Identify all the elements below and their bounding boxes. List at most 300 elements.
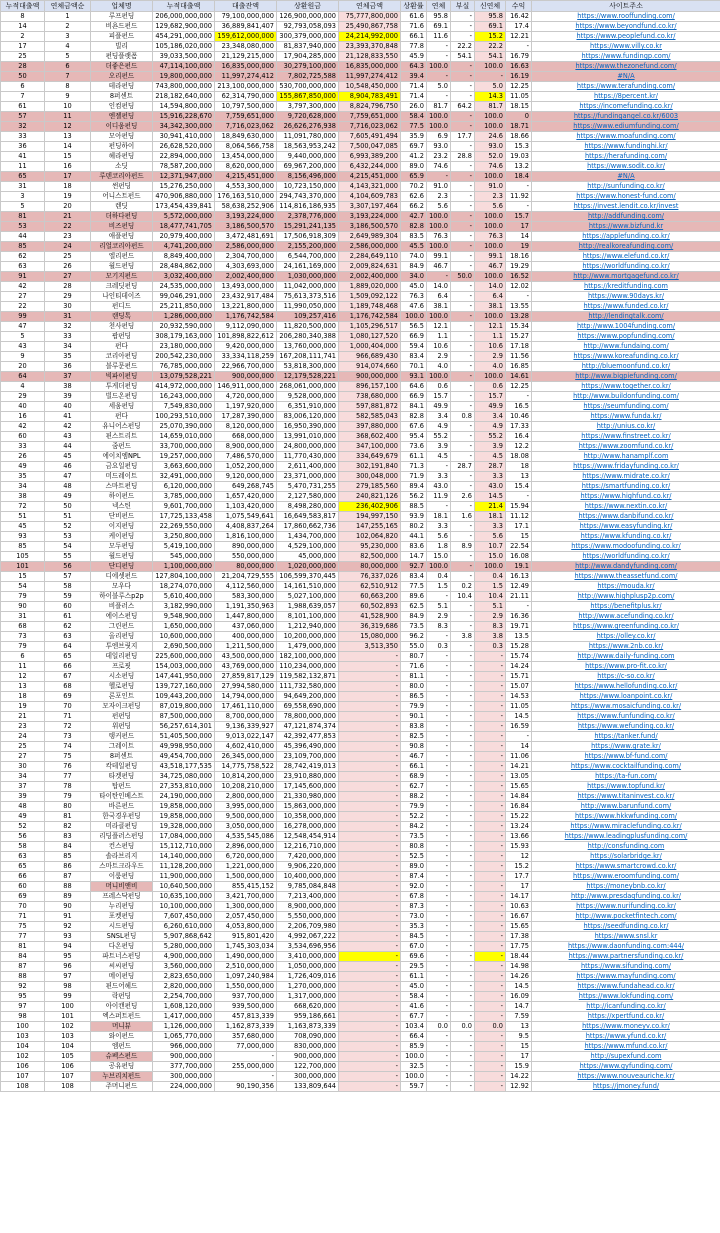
cell-site-url[interactable]: https://jmoney.fund/ (532, 1082, 720, 1092)
cell-site-url[interactable]: https://www.loanpoint.co.kr/ (532, 692, 720, 702)
table-row (1, 632, 720, 642)
cell-cumulative-loan: 3,663,600,000 (153, 462, 215, 472)
cell-repaid-principal: 28,742,419,013 (277, 762, 339, 772)
cell-repay-rate: 90.8 (401, 742, 427, 752)
cell-site-url[interactable]: https://www.fundahead.co.kr/ (532, 982, 720, 992)
cell-repaid-principal: 1,050,000,000 (277, 962, 339, 972)
cell-default-rate: - (451, 352, 475, 362)
cell-repaid-principal: 2,127,580,000 (277, 492, 339, 502)
cell-overdue-amount: - (339, 882, 401, 892)
header-overdue[interactable]: 연체 (427, 1, 451, 12)
cell-overdue-amount: 240,821,126 (339, 492, 401, 502)
table-row (1, 1012, 720, 1022)
cell-company-name: 펀디드 (91, 302, 153, 312)
cell-overdue-amount: 1,889,020,000 (339, 282, 401, 292)
cell-overdue-amount: 2,649,989,304 (339, 232, 401, 242)
cell-company-name: SNSL펀딩 (91, 932, 153, 942)
cell-overdue-rate: 15.0 (427, 552, 451, 562)
cell-site-url[interactable]: https://www.funda.kr/ (532, 412, 720, 422)
cell-site-url[interactable]: https://www.fridayfunding.co.kr/ (532, 462, 720, 472)
cell-default-rate: - (451, 222, 475, 232)
cell-new-overdue-rate: 76.3 (475, 232, 506, 242)
table-row (1, 352, 720, 362)
cell-cumulative-rank: 5 (1, 202, 45, 212)
cell-overdue-rate: - (427, 982, 451, 992)
cell-cumulative-rank: 98 (1, 1012, 45, 1022)
cell-new-overdue-rate: 95.8 (475, 12, 506, 22)
cell-repaid-principal: 1,030,000,000 (277, 272, 339, 282)
cell-cumulative-loan: 743,800,000,000 (153, 82, 215, 92)
cell-return-rate: 14.7 (506, 1002, 532, 1012)
cell-return-rate: 16.36 (506, 612, 532, 622)
cell-loan-balance: 159,612,000,000 (215, 32, 277, 42)
cell-site-url[interactable]: https://www.together.co.kr/ (532, 382, 720, 392)
cell-site-url[interactable]: https://fundingangel.co.kr/6003 (532, 112, 720, 122)
cell-site-url[interactable]: http://www.dandyfunding.com/ (532, 562, 720, 572)
cell-cumulative-loan: 34,725,080,000 (153, 772, 215, 782)
cell-overdue-rate: - (427, 1012, 451, 1022)
cell-default-rate: - (451, 452, 475, 462)
cell-repaid-principal: 110,234,000,000 (277, 662, 339, 672)
cell-overdue-rank: 97 (45, 972, 91, 982)
cell-site-url[interactable]: https://benefitplus.kr/ (532, 602, 720, 612)
cell-site-url[interactable]: https://www.funded.co.kr/ (532, 302, 720, 312)
cell-site-url[interactable]: https://www.modoofunding.co.kr/ (532, 542, 720, 552)
cell-overdue-rate: 99.1 (427, 252, 451, 262)
cell-cumulative-loan: 33,700,000,000 (153, 442, 215, 452)
cell-site-url[interactable]: http://www.1004funding.com/ (532, 322, 720, 332)
cell-company-name: 모아펀딩 (91, 132, 153, 142)
cell-repay-rate: 61.1 (401, 452, 427, 462)
cell-default-rate: - (451, 612, 475, 622)
cell-site-url[interactable]: http://addfunding.com/ (532, 212, 720, 222)
cell-site-url[interactable]: http://lendingtalk.com/ (532, 312, 720, 322)
cell-overdue-rate: 100.0 (427, 312, 451, 322)
cell-site-url[interactable]: https://www.pro-fit.co.kr/ (532, 662, 720, 672)
cell-site-url[interactable]: https://www.sifunding.com/ (532, 962, 720, 972)
cell-site-url[interactable]: http://www.presdaqfunding.co.kr/ (532, 892, 720, 902)
cell-site-url[interactable]: https://www.finstreet.co.kr/ (532, 432, 720, 442)
cell-overdue-rate: 18.1 (427, 512, 451, 522)
cell-overdue-rank: 20 (45, 202, 91, 212)
header-new-overdue[interactable]: 신연체 (475, 1, 506, 12)
cell-repaid-principal: 300,000,000 (277, 1072, 339, 1082)
cell-site-url[interactable]: https://www.wefunding.co.kr/ (532, 722, 720, 732)
cell-new-overdue-rate: - (475, 712, 506, 722)
cell-site-url[interactable]: https://smartfunding.co.kr/ (532, 482, 720, 492)
cell-repay-rate: 41.6 (401, 1002, 427, 1012)
cell-site-url[interactable]: https://applefunding.co.kr/ (532, 232, 720, 242)
cell-return-rate: 16.4 (506, 432, 532, 442)
cell-new-overdue-rate: 2.9 (475, 612, 506, 622)
cell-overdue-rate: 0.0 (427, 1022, 451, 1032)
cell-repaid-principal: 15,291,241,135 (277, 222, 339, 232)
cell-site-url[interactable]: https://www.beyondfund.co.kr/ (532, 22, 720, 32)
cell-site-url[interactable]: http://www.mortgagefund.co.kr/ (532, 272, 720, 282)
cell-overdue-amount: - (339, 982, 401, 992)
cell-repaid-principal: 45,396,490,000 (277, 742, 339, 752)
cell-site-url[interactable]: https://www.eroomfunding.com/ (532, 872, 720, 882)
cell-overdue-rate: - (427, 722, 451, 732)
cell-repaid-principal: 16,649,583,817 (277, 512, 339, 522)
cell-site-url[interactable]: https://www.honest-fund.com/ (532, 192, 720, 202)
header-site-url[interactable]: 사이트주소 (532, 1, 720, 12)
cell-site-url[interactable]: https://c-so.co.kr/ (532, 672, 720, 682)
cell-cumulative-rank: 17 (1, 42, 45, 52)
cell-new-overdue-rate: 2.9 (475, 352, 506, 362)
cell-repay-rate: 58.4 (401, 112, 427, 122)
cell-return-rate: 14 (506, 742, 532, 752)
cell-site-url[interactable]: https://seedfunding.co.kr/ (532, 922, 720, 932)
cell-overdue-rate: 55.2 (427, 432, 451, 442)
cell-new-overdue-rate: 100.0 (475, 272, 506, 282)
cell-site-url[interactable]: https://www.titaninvest.co.kr/ (532, 792, 720, 802)
table-row (1, 12, 720, 22)
table-row (1, 412, 720, 422)
cell-site-url[interactable]: https://www.ediumfunding.com/ (532, 122, 720, 132)
cell-site-url[interactable]: http://www.highplusp2p.com/ (532, 592, 720, 602)
cell-overdue-rate: 91.0 (427, 182, 451, 192)
cell-site-url[interactable]: https://www.daonfunding.com:444/ (532, 942, 720, 952)
cell-site-url[interactable]: https://tanker.fund/ (532, 732, 720, 742)
cell-site-url[interactable]: https://www.moafunding.com/ (532, 132, 720, 142)
table-row (1, 402, 720, 412)
cell-company-name: 8퍼센트 (91, 92, 153, 102)
cell-overdue-rank: 35 (45, 352, 91, 362)
cell-overdue-rate: - (427, 652, 451, 662)
cell-cumulative-rank: 5 (1, 332, 45, 342)
cell-site-url[interactable]: https://ta-fun.com/ (532, 772, 720, 782)
table-row (1, 102, 720, 112)
cell-site-url[interactable]: https://www.kfunding.co.kr/ (532, 532, 720, 542)
cell-company-name: 금요일펀딩 (91, 462, 153, 472)
cell-repaid-principal: 2,611,400,000 (277, 462, 339, 472)
cell-default-rate: - (451, 732, 475, 742)
cell-company-name: 리딩플러스펀딩 (91, 832, 153, 842)
table-row (1, 972, 720, 982)
cell-site-url[interactable]: https://www.gyfunding.com/ (532, 1062, 720, 1072)
cell-cumulative-rank: 79 (1, 642, 45, 652)
cell-overdue-rank: 36 (45, 362, 91, 372)
cell-default-rate: - (451, 292, 475, 302)
cell-overdue-amount: 3,186,500,570 (339, 222, 401, 232)
cell-repaid-principal: 23,910,880,000 (277, 772, 339, 782)
cell-loan-balance: 4,303,693,000 (215, 262, 277, 272)
cell-repay-rate: 73.5 (401, 622, 427, 632)
cell-cumulative-loan: 11,128,200,000 (153, 862, 215, 872)
cell-site-url[interactable]: https://moneybnb.co.kr/ (532, 882, 720, 892)
cell-site-url[interactable]: https://www.hellofunding.co.kr/ (532, 682, 720, 692)
cell-site-url[interactable]: https://www.funfunding.co.kr/ (532, 712, 720, 722)
cell-return-rate: 15.93 (506, 842, 532, 852)
cell-site-url[interactable]: http://unius.co.kr/ (532, 422, 720, 432)
cell-site-url[interactable]: https://www.yfund.co.kr/ (532, 1032, 720, 1042)
cell-site-url[interactable]: https://xpertfund.co.kr/ (532, 1012, 720, 1022)
cell-site-url[interactable]: https://invest.lendit.co.kr/invest (532, 202, 720, 212)
cell-cumulative-rank: 42 (1, 422, 45, 432)
cell-overdue-amount: - (339, 702, 401, 712)
cell-site-url[interactable]: https://www.villy.co.kr (532, 42, 720, 52)
cell-site-url[interactable]: https://www.nouveauriche.kr/ (532, 1072, 720, 1082)
cell-site-url[interactable]: https://www.90days.kr/ (532, 292, 720, 302)
cell-overdue-amount: 95,230,000 (339, 542, 401, 552)
cell-overdue-rate: 69.1 (427, 22, 451, 32)
cell-loan-balance: 2,057,450,000 (215, 912, 277, 922)
cell-repay-rate: 70.2 (401, 182, 427, 192)
cell-site-url[interactable]: https://www.popfunding.com/ (532, 332, 720, 342)
cell-loan-balance: 16,835,000,000 (215, 62, 277, 72)
header-cumulative-loan[interactable]: 누적대출액 (153, 1, 215, 12)
cell-site-url[interactable]: https://8percent.kr/ (532, 92, 720, 102)
cell-cumulative-rank: 47 (1, 322, 45, 332)
cell-default-rate: - (451, 702, 475, 712)
cell-site-url[interactable]: https://www.sodit.co.kr/ (532, 162, 720, 172)
cell-repaid-principal: 75,613,373,516 (277, 292, 339, 302)
cell-company-name: 머니뷰 (91, 1022, 153, 1032)
cell-site-url[interactable]: https://www.snsl.kr (532, 932, 720, 942)
cell-site-url[interactable]: http://sunfunding.co.kr/ (532, 182, 720, 192)
cell-site-url[interactable]: http://www.barunfund.com/ (532, 802, 720, 812)
cell-site-url[interactable]: https://www.bf-fund.com/ (532, 752, 720, 762)
cell-cumulative-loan: 18,274,070,000 (153, 582, 215, 592)
cell-site-url[interactable]: https://www.partnersfunding.co.kr/ (532, 952, 720, 962)
cell-new-overdue-rate: - (475, 1042, 506, 1052)
table-row (1, 452, 720, 462)
table-row (1, 1082, 720, 1092)
cell-site-url[interactable]: #N/A (532, 72, 720, 82)
cell-overdue-amount: - (339, 672, 401, 682)
cell-cumulative-rank: 9 (1, 352, 45, 362)
table-row (1, 432, 720, 442)
cell-default-rate: - (451, 822, 475, 832)
cell-site-url[interactable]: https://www.midrate.co.kr/ (532, 472, 720, 482)
cell-loan-balance: 400,000,000 (215, 632, 277, 642)
cell-new-overdue-rate: 4.0 (475, 362, 506, 372)
cell-cumulative-loan: 78,587,200,000 (153, 162, 215, 172)
cell-cumulative-rank: 65 (1, 862, 45, 872)
cell-site-url[interactable]: https://www.mosaicfunding.co.kr/ (532, 702, 720, 712)
cell-loan-balance: 58,638,252,906 (215, 202, 277, 212)
cell-repaid-principal: 9,906,220,000 (277, 862, 339, 872)
cell-repaid-principal: 17,145,600,000 (277, 782, 339, 792)
cell-site-url[interactable]: https://www.smartcrowd.co.kr/ (532, 862, 720, 872)
header-return[interactable]: 수익 (506, 1, 532, 12)
cell-overdue-rank: 69 (45, 692, 91, 702)
cell-cumulative-loan: 20,932,590,000 (153, 322, 215, 332)
cell-site-url[interactable]: https://www.highfund.co.kr/ (532, 492, 720, 502)
cell-repay-rate: 93.1 (401, 372, 427, 382)
cell-site-url[interactable]: http://www.hanamplf.com (532, 452, 720, 462)
header-loan-balance[interactable]: 대출잔액 (215, 1, 277, 12)
cell-site-url[interactable]: https://solarbridge.kr/ (532, 852, 720, 862)
cell-site-url[interactable]: #N/A (532, 172, 720, 182)
cell-site-url[interactable]: http://www.buildonfunding.com/ (532, 392, 720, 402)
cell-site-url[interactable]: https://www.thezonefund.com/ (532, 62, 720, 72)
cell-company-name: 소딧 (91, 162, 153, 172)
cell-site-url[interactable]: https://www.moneyv.co.kr/ (532, 1022, 720, 1032)
cell-site-url[interactable]: https://www.mfund.co.kr/ (532, 1042, 720, 1052)
cell-overdue-rate: 46.7 (427, 262, 451, 272)
cell-repaid-principal: 167,208,111,741 (277, 352, 339, 362)
cell-default-rate: 2.6 (451, 492, 475, 502)
cell-loan-balance: 915,801,420 (215, 932, 277, 942)
cell-overdue-rank: 72 (45, 722, 91, 732)
cell-overdue-rate: 100.0 (427, 242, 451, 252)
cell-site-url[interactable]: https://seumfunding.com/ (532, 402, 720, 412)
cell-repay-rate: 74.0 (401, 252, 427, 262)
cell-default-rate: - (451, 1032, 475, 1042)
cell-repay-rate: 55.0 (401, 642, 427, 652)
cell-company-name: 하이블루스p2p (91, 592, 153, 602)
cell-return-rate: 12.92 (506, 1082, 532, 1092)
cell-site-url[interactable]: http://consfunding.com (532, 842, 720, 852)
cell-overdue-amount: 36,319,686 (339, 622, 401, 632)
cell-new-overdue-rate: 0.0 (475, 1022, 506, 1032)
cell-site-url[interactable]: https://mouda.kr/ (532, 582, 720, 592)
cell-site-url[interactable]: https://www.bizfund.kr (532, 222, 720, 232)
cell-site-url[interactable]: https://kreditfunding.com (532, 282, 720, 292)
cell-overdue-amount: - (339, 802, 401, 812)
cell-cumulative-rank: 28 (1, 62, 45, 72)
cell-repaid-principal: 3,534,696,956 (277, 942, 339, 952)
cell-site-url[interactable]: http://www.fundaing.com/ (532, 342, 720, 352)
cell-repay-rate: 29.5 (401, 962, 427, 972)
cell-loan-balance: 939,500,000 (215, 1002, 277, 1012)
cell-company-name: 렌딧 (91, 202, 153, 212)
cell-overdue-amount: - (339, 692, 401, 702)
cell-overdue-amount: 279,185,560 (339, 482, 401, 492)
cell-site-url[interactable]: http://icanfunding.co.kr/ (532, 1002, 720, 1012)
table-row (1, 552, 720, 562)
cell-site-url[interactable]: https://www.theassetfund.com/ (532, 572, 720, 582)
cell-site-url[interactable]: https://www.nurifunding.co.kr/ (532, 902, 720, 912)
cell-site-url[interactable]: https://www.elefund.co.kr/ (532, 252, 720, 262)
cell-site-url[interactable]: https://www.nextin.co.kr/ (532, 502, 720, 512)
cell-company-name: 빌드온펀딩 (91, 392, 153, 402)
cell-cumulative-rank: 22 (1, 302, 45, 312)
cell-cumulative-loan: 200,542,230,000 (153, 352, 215, 362)
cell-site-url[interactable]: https://www.topfund.kr/ (532, 782, 720, 792)
cell-site-url[interactable]: http://www.daily-funding.com (532, 652, 720, 662)
header-overdue-amount[interactable]: 연체금액 (339, 1, 401, 12)
cell-site-url[interactable]: https://www.hkkwfunding.com/ (532, 812, 720, 822)
cell-site-url[interactable]: https://www.koreafunding.co.kr/ (532, 352, 720, 362)
cell-site-url[interactable]: https://www.fundingp.com/ (532, 52, 720, 62)
table-row (1, 342, 720, 352)
cell-cumulative-loan: 10,640,500,000 (153, 882, 215, 892)
cell-company-name: 탑펀드 (91, 782, 153, 792)
cell-site-url[interactable]: https://www.2nb.co.kr/ (532, 642, 720, 652)
cell-site-url[interactable]: https://www.easyfunding.kr/ (532, 522, 720, 532)
cell-company-name: 펀다 (91, 412, 153, 422)
cell-cumulative-rank: 105 (1, 552, 45, 562)
cell-default-rate: - (451, 62, 475, 72)
cell-site-url[interactable]: http://www.bigpiefunding.com/ (532, 372, 720, 382)
cell-overdue-amount: 1,080,127,520 (339, 332, 401, 342)
cell-site-url[interactable]: https://www.danbifund.co.kr/ (532, 512, 720, 522)
cell-cumulative-rank: 43 (1, 342, 45, 352)
cell-new-overdue-rate: - (475, 732, 506, 742)
cell-overdue-rate: 5.0 (427, 82, 451, 92)
cell-cumulative-loan: 18,477,741,705 (153, 222, 215, 232)
header-repay-rate[interactable]: 상환률 (401, 1, 427, 12)
cell-site-url[interactable]: https://incomefunding.co.kr/ (532, 102, 720, 112)
cell-site-url[interactable]: https://olley.co.kr/ (532, 632, 720, 642)
cell-overdue-rank: 44 (45, 442, 91, 452)
cell-site-url[interactable]: https://www.zoomfund.co.kr/ (532, 442, 720, 452)
cell-cumulative-rank: 77 (1, 932, 45, 942)
cell-company-name: 락펀딩 (91, 992, 153, 1002)
cell-default-rate: - (451, 962, 475, 972)
header-cumulative-rank[interactable]: 누적대출액 (1, 1, 45, 12)
header-overdue-rank[interactable]: 연체금액순 (45, 1, 91, 12)
cell-cumulative-loan: 2,254,700,000 (153, 992, 215, 1002)
cell-site-url[interactable]: https://worldfunding.co.kr/ (532, 262, 720, 272)
cell-site-url[interactable]: https://www.miraclefunding.co.kr/ (532, 822, 720, 832)
cell-site-url[interactable]: http://supexfund.com (532, 1052, 720, 1062)
cell-loan-balance: 937,700,000 (215, 992, 277, 1002)
cell-overdue-rate: 3.3 (427, 472, 451, 482)
cell-repay-rate: 35.3 (401, 922, 427, 932)
cell-overdue-amount: - (339, 1022, 401, 1032)
table-row (1, 532, 720, 542)
cell-site-url[interactable]: https://www.rooffunding.com/ (532, 12, 720, 22)
cell-site-url[interactable]: http://www.acefunding.co.kr/ (532, 612, 720, 622)
header-default[interactable]: 부실 (451, 1, 475, 12)
cell-return-rate: 15.22 (506, 812, 532, 822)
table-row (1, 732, 720, 742)
cell-overdue-rate: - (427, 1062, 451, 1072)
cell-site-url[interactable]: http://www.pocketfintech.com/ (532, 912, 720, 922)
cell-site-url[interactable]: https://www.terafunding.com/ (532, 82, 720, 92)
cell-repay-rate: 85.9 (401, 1042, 427, 1052)
cell-return-rate: 18.44 (506, 952, 532, 962)
cell-site-url[interactable]: https://herafunding.com/ (532, 152, 720, 162)
cell-new-overdue-rate: - (475, 1012, 506, 1022)
cell-site-url[interactable]: http://bluemoonfund.co.kr/ (532, 362, 720, 372)
cell-site-url[interactable]: https://www.peoplefund.co.kr/ (532, 32, 720, 42)
cell-loan-balance: 90,190,356 (215, 1082, 277, 1092)
cell-default-rate: 1.6 (451, 512, 475, 522)
cell-repay-rate: 89.6 (401, 592, 427, 602)
cell-loan-balance: 3,186,500,570 (215, 222, 277, 232)
header-company[interactable]: 업체명 (91, 1, 153, 12)
cell-repay-rate: 77.8 (401, 42, 427, 52)
cell-site-url[interactable]: https://www.grate.kr/ (532, 742, 720, 752)
cell-overdue-amount: 23,393,370,848 (339, 42, 401, 52)
cell-overdue-amount: 10,548,450,000 (339, 82, 401, 92)
cell-site-url[interactable]: https://www.fundinghi.kr/ (532, 142, 720, 152)
cell-company-name: 공유펀딩 (91, 1062, 153, 1072)
cell-site-url[interactable]: https://www.cocktailfunding.com/ (532, 762, 720, 772)
cell-new-overdue-rate: 100.0 (475, 122, 506, 132)
cell-loan-balance: 1,550,000,000 (215, 982, 277, 992)
cell-site-url[interactable]: https://www.leadingplusfunding.com/ (532, 832, 720, 842)
cell-cumulative-loan: 20,979,400,000 (153, 232, 215, 242)
cell-site-url[interactable]: http://realkoreafunding.com/ (532, 242, 720, 252)
cell-overdue-amount: 11,997,274,412 (339, 72, 401, 82)
cell-overdue-amount: 2,002,400,000 (339, 272, 401, 282)
cell-site-url[interactable]: https://www.greenfunding.co.kr/ (532, 622, 720, 632)
header-repaid-principal[interactable]: 상환원금 (277, 1, 339, 12)
cell-loan-balance: 8,620,000,000 (215, 162, 277, 172)
cell-overdue-rank: 84 (45, 842, 91, 852)
cell-site-url[interactable]: https://www.lokfunding.com/ (532, 992, 720, 1002)
cell-company-name: 엠펀드 (91, 1042, 153, 1052)
cell-site-url[interactable]: https://worldfunding.co.kr/ (532, 552, 720, 562)
cell-site-url[interactable]: https://www.mayfunding.com/ (532, 972, 720, 982)
cell-overdue-rank: 8 (45, 82, 91, 92)
